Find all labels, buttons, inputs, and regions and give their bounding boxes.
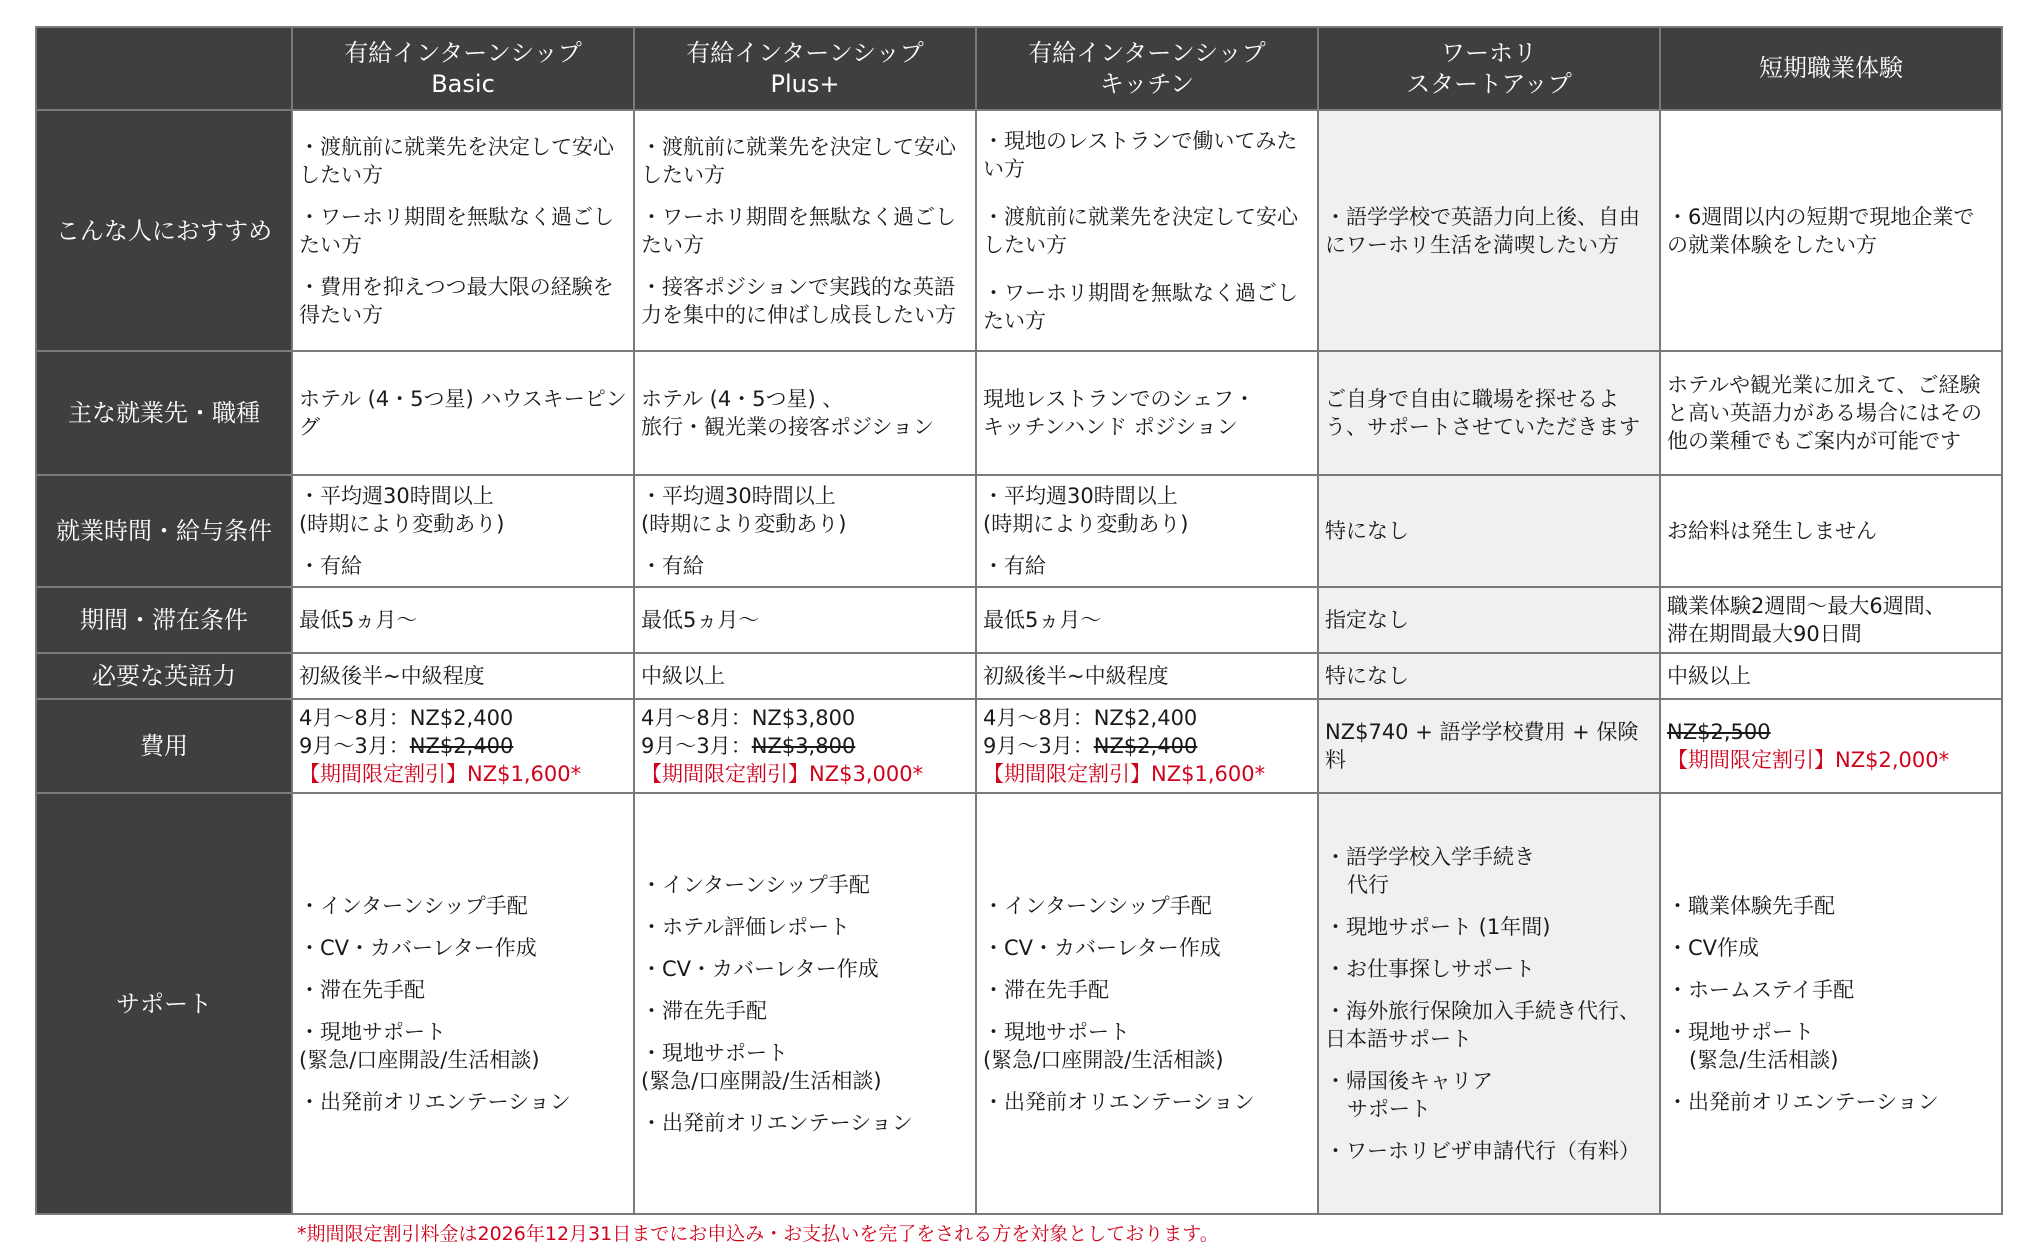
original-price: NZ$2,400 [409,734,514,758]
support-item: ・滞在先手配 [641,998,767,1023]
cell-cost-basic [292,699,634,793]
header-title: ワーホリ [1441,38,1537,67]
header-subtitle: Plus+ [770,69,840,98]
cell-text: ・接客ポジションで実践的な英語力を集中的に伸ばし成長したい方 [641,274,956,327]
price-apr-aug: 4月〜8月：NZ$3,800 [641,706,856,730]
cell-text: 指定なし [1325,608,1409,632]
support-item: ・現地サポート (1年間) [1325,914,1551,939]
support-item: ・ホテル評価レポート [641,914,850,939]
support-item: ・出発前オリエンテーション [641,1110,913,1135]
header-subtitle: Basic [431,69,495,98]
price-sep-mar [299,732,627,760]
row-label-period: 期間・滞在条件 [36,587,292,653]
support-item: ・現地サポート [1667,1019,1814,1044]
support-item: ・語学学校入学手続き [1325,844,1535,869]
price-sep-mar [641,732,969,760]
cell-text: ・平均週30時間以上 [641,484,836,508]
original-price: NZ$3,800 [751,734,856,758]
row-support [36,793,2002,1214]
support-item: ・現地サポート [641,1040,788,1065]
cell-text: ・渡航前に就業先を決定して安心したい方 [983,204,1298,257]
discount-price: 【期間限定割引】NZ$2,000* [1667,748,1950,772]
cell-text: キッチンハンド ポジション [983,415,1238,439]
cell-text: ・ワーホリ期間を無駄なく過ごしたい方 [641,204,956,257]
cell-period-workingholiday [1318,587,1660,653]
header-title: 短期職業体験 [1759,54,1903,82]
header-title: 有給インターンシップ [1028,38,1266,67]
cell-text: 滞在期間最大90日間 [1667,622,1862,646]
discount-price: 【期間限定割引】NZ$1,600* [983,762,1266,786]
support-item: ・CV・カバーレター作成 [299,935,537,960]
cell-recommend-kitchen [976,110,1318,351]
support-item: ・現地サポート [983,1019,1130,1044]
cell-cost-kitchen [976,699,1318,793]
cell-english-kitchen: 初級後半~中級程度 [976,653,1318,699]
cell-cost-short-term [1660,699,2002,793]
cell-text: ・渡航前に就業先を決定して安心したい方 [641,134,956,187]
cell-text: ・語学学校で英語力向上後、自由にワーホリ生活を満喫したい方 [1325,204,1640,257]
cell-text: 職業体験2週間〜最大6週間、 [1667,594,1946,618]
price-period: 9月〜3月： [641,734,752,758]
cell-text: 最低5ヵ月〜 [299,608,418,632]
original-price: NZ$2,400 [1093,734,1198,758]
cell-english-workingholiday: 特になし [1318,653,1660,699]
header-row [36,27,2002,110]
support-item: ・滞在先手配 [983,977,1109,1002]
discount-footnote: *期間限定割引料金は2026年12月31日までにお申込み・お支払いを完了をされる方を対象としております。 [297,1223,1219,1245]
support-item: (緊急/口座開設/生活相談) [299,1047,540,1072]
cell-text: ・ワーホリ期間を無駄なく過ごしたい方 [983,280,1298,333]
support-item: ・お仕事探しサポート [1325,956,1535,981]
support-item: ・インターンシップ手配 [641,872,870,897]
cell-workplace-basic [292,351,634,475]
cell-cost-plus [634,699,976,793]
cell-text: 最低5ヵ月〜 [983,608,1102,632]
header-short-term [1660,27,2002,110]
cell-cost-workingholiday [1318,699,1660,793]
header-kitchen [976,27,1318,110]
header-subtitle: キッチン [1099,69,1195,98]
cell-workplace-workingholiday [1318,351,1660,475]
cell-hours-plus [634,475,976,587]
cell-text: ・ワーホリ期間を無駄なく過ごしたい方 [299,204,614,257]
cell-english-basic: 初級後半~中級程度 [292,653,634,699]
cell-workplace-short-term [1660,351,2002,475]
cell-text: ・費用を抑えつつ最大限の経験を得たい方 [299,274,614,327]
cell-text: ホテル (4・5つ星) ハウスキーピング [299,387,627,439]
cell-text: お給料は発生しません [1667,519,1877,543]
support-item: ・職業体験先手配 [1667,893,1835,918]
cell-text: 最低5ヵ月〜 [641,608,760,632]
cell-text: (時期により変動あり) [299,512,505,536]
cell-text: (時期により変動あり) [641,512,847,536]
cell-text: ・有給 [299,554,362,578]
cell-text: 旅行・観光業の接客ポジション [641,415,935,439]
support-item: (緊急/口座開設/生活相談) [641,1068,882,1093]
cell-text: 現地レストランでのシェフ・ [983,387,1255,411]
price-apr-aug: 4月〜8月：NZ$2,400 [299,706,514,730]
cell-text: (時期により変動あり) [983,512,1189,536]
cell-hours-basic [292,475,634,587]
discount-price: 【期間限定割引】NZ$1,600* [299,762,582,786]
row-hours [36,475,2002,587]
support-item: ・現地サポート [299,1019,446,1044]
support-item: ・滞在先手配 [299,977,425,1002]
header-basic [292,27,634,110]
cell-english-plus: 中級以上 [634,653,976,699]
cell-recommend-workingholiday [1318,110,1660,351]
row-label-recommend: こんな人におすすめ [36,110,292,351]
header-corner [36,27,292,110]
header-plus [634,27,976,110]
support-item: ・海外旅行保険加入手続き代行、日本語サポート [1325,998,1640,1051]
support-item: ・出発前オリエンテーション [299,1089,571,1114]
cell-workplace-plus [634,351,976,475]
cell-period-basic [292,587,634,653]
discount-price: 【期間限定割引】NZ$3,000* [641,762,924,786]
support-item: ・CV・カバーレター作成 [983,935,1221,960]
row-label-hours: 就業時間・給与条件 [36,475,292,587]
row-label-english: 必要な英語力 [36,653,292,699]
support-item: サポート [1347,1096,1431,1121]
row-label-workplace: 主な就業先・職種 [36,351,292,475]
support-item: (緊急/口座開設/生活相談) [983,1047,1224,1072]
cell-support-short-term [1660,793,2002,1214]
cell-period-plus [634,587,976,653]
support-item: ・ワーホリビザ申請代行（有料） [1325,1138,1640,1163]
price-sep-mar [983,732,1311,760]
cell-recommend-basic [292,110,634,351]
cell-text: ・有給 [983,554,1046,578]
cell-support-basic [292,793,634,1214]
support-item: 代行 [1347,872,1389,897]
cell-support-workingholiday [1318,793,1660,1214]
cell-hours-short-term [1660,475,2002,587]
program-comparison-table [35,26,2003,1215]
row-workplace [36,351,2002,475]
cell-text: ・現地のレストランで働いてみたい方 [983,128,1298,181]
support-item: ・CV作成 [1667,935,1760,960]
price-period: 9月〜3月： [299,734,410,758]
cell-text: ・平均週30時間以上 [299,484,494,508]
header-workingholiday [1318,27,1660,110]
header-subtitle: スタートアップ [1406,69,1572,98]
row-cost [36,699,2002,793]
cell-text: ・平均週30時間以上 [983,484,1178,508]
cell-hours-kitchen [976,475,1318,587]
support-item: ・出発前オリエンテーション [1667,1089,1939,1114]
comparison-table-wrapper [35,26,2003,1215]
cell-text: ・6週間以内の短期で現地企業での就業体験をしたい方 [1667,204,1975,257]
row-recommend [36,110,2002,351]
row-label-support: サポート [36,793,292,1214]
price-text: NZ$740 + 語学学校費用 + 保険料 [1325,720,1639,772]
row-label-cost: 費用 [36,699,292,793]
cell-text: 特になし [1325,519,1409,543]
price-apr-aug: 4月〜8月：NZ$2,400 [983,706,1198,730]
support-item: (緊急/生活相談) [1689,1047,1839,1072]
cell-hours-workingholiday [1318,475,1660,587]
price-period: 9月〜3月： [983,734,1094,758]
header-title: 有給インターンシップ [344,38,582,67]
support-item: ・インターンシップ手配 [983,893,1212,918]
support-item: ・帰国後キャリア [1325,1068,1493,1093]
header-title: 有給インターンシップ [686,38,924,67]
support-item: ・インターンシップ手配 [299,893,528,918]
cell-recommend-short-term [1660,110,2002,351]
support-item: ・CV・カバーレター作成 [641,956,879,981]
row-english [36,653,2002,699]
cell-recommend-plus [634,110,976,351]
cell-workplace-kitchen [976,351,1318,475]
row-period [36,587,2002,653]
cell-text: ・渡航前に就業先を決定して安心したい方 [299,134,614,187]
cell-period-kitchen [976,587,1318,653]
cell-text: ・有給 [641,554,704,578]
original-price: NZ$2,500 [1667,720,1771,744]
cell-support-kitchen [976,793,1318,1214]
cell-text: ご自身で自由に職場を探せるよう、サポートさせていただきます [1325,387,1640,439]
cell-period-short-term [1660,587,2002,653]
cell-support-plus [634,793,976,1214]
support-item: ・出発前オリエンテーション [983,1089,1255,1114]
cell-english-short-term: 中級以上 [1660,653,2002,699]
cell-text: ホテルや観光業に加えて、ご経験と高い英語力がある場合にはその他の業種でもご案内が可能です [1667,373,1982,453]
support-item: ・ホームステイ手配 [1667,977,1855,1002]
cell-text: ホテル (4・5つ星) 、 [641,387,844,411]
